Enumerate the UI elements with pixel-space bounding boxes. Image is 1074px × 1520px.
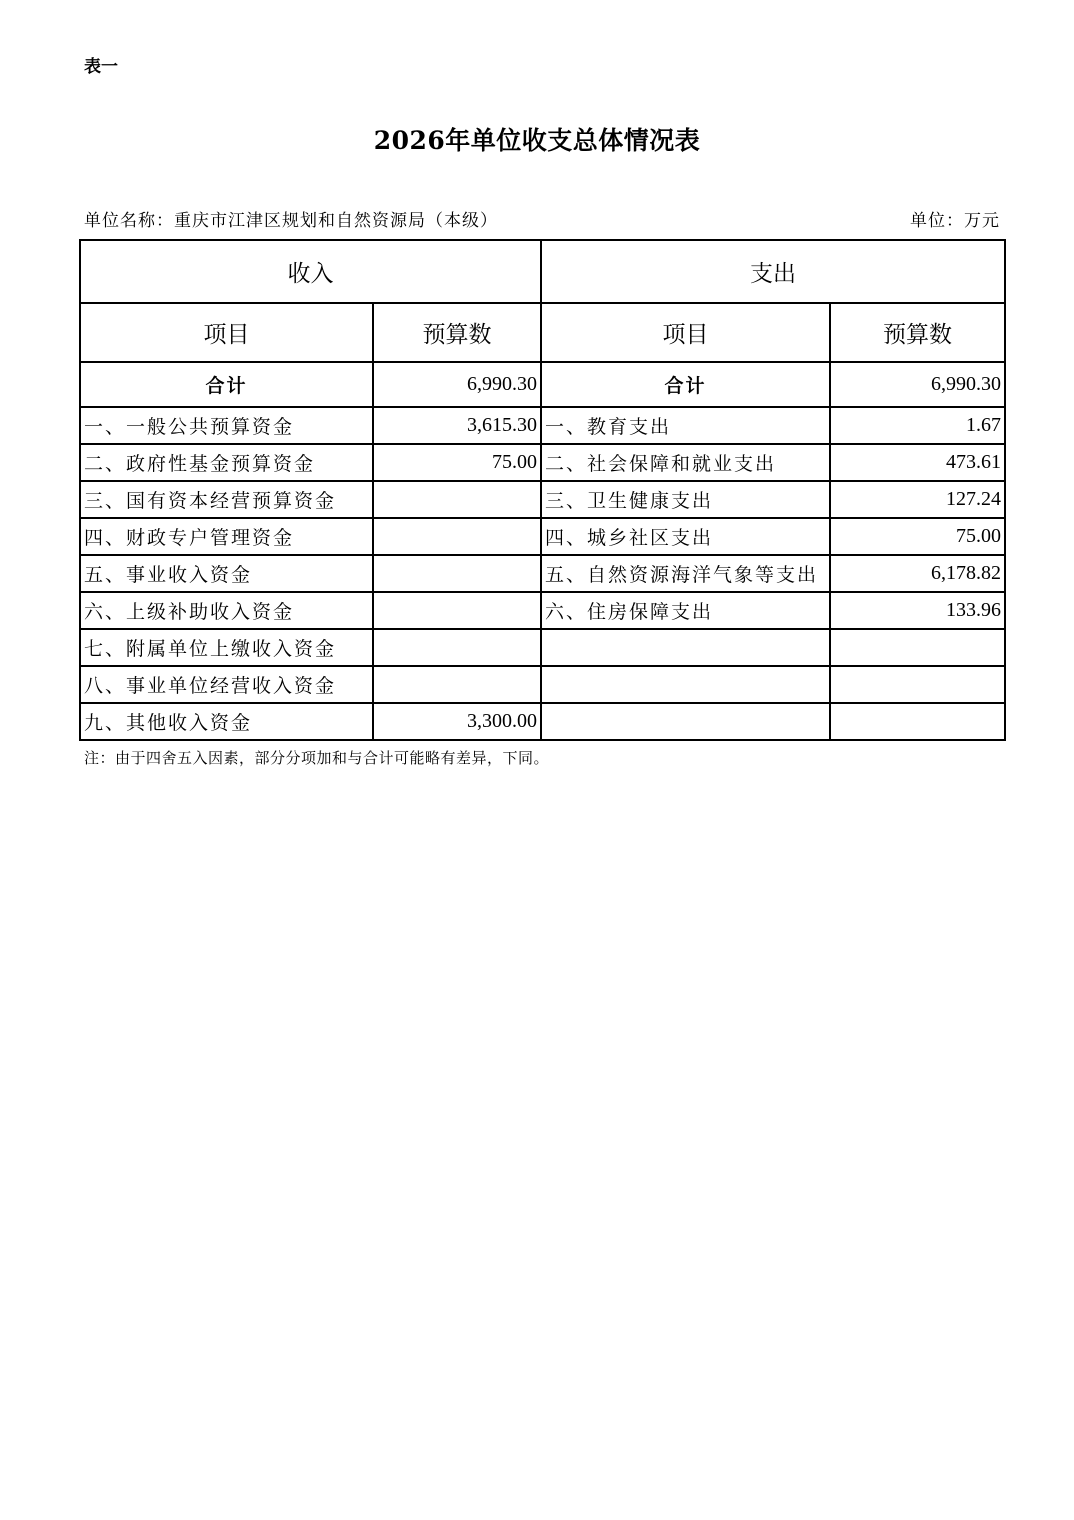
table-row	[80, 629, 1005, 666]
income-value: 3,615.30	[373, 407, 541, 444]
expense-value	[830, 703, 1005, 740]
income-budget-header: 预算数	[373, 303, 541, 362]
expense-value: 1.67	[830, 407, 1005, 444]
expense-total-value: 6,990.30	[830, 362, 1005, 407]
income-value	[373, 629, 541, 666]
budget-table	[79, 239, 1006, 741]
income-value	[373, 518, 541, 555]
table-row	[80, 518, 1005, 555]
income-item: 四、财政专户管理资金	[80, 518, 373, 555]
income-item-header: 项目	[80, 303, 373, 362]
expense-section-header: 支出	[541, 240, 1005, 303]
expense-item: 一、教育支出	[541, 407, 830, 444]
income-item: 二、政府性基金预算资金	[80, 444, 373, 481]
expense-item: 六、住房保障支出	[541, 592, 830, 629]
expense-item: 五、自然资源海洋气象等支出	[541, 555, 830, 592]
income-item: 八、事业单位经营收入资金	[80, 666, 373, 703]
unit-name: 单位名称：重庆市江津区规划和自然资源局（本级）	[84, 211, 498, 231]
expense-value: 6,178.82	[830, 555, 1005, 592]
unit-measure: 单位：万元	[910, 211, 1000, 231]
expense-value: 127.24	[830, 481, 1005, 518]
expense-item: 二、社会保障和就业支出	[541, 444, 830, 481]
table-row	[80, 555, 1005, 592]
income-item: 六、上级补助收入资金	[80, 592, 373, 629]
page-label: 表一	[84, 57, 118, 77]
income-item: 五、事业收入资金	[80, 555, 373, 592]
expense-item	[541, 629, 830, 666]
table-row	[80, 666, 1005, 703]
table-row	[80, 592, 1005, 629]
income-value	[373, 592, 541, 629]
expense-value: 75.00	[830, 518, 1005, 555]
table-row	[80, 444, 1005, 481]
column-header-row	[80, 303, 1005, 362]
income-item: 三、国有资本经营预算资金	[80, 481, 373, 518]
table-row	[80, 407, 1005, 444]
income-value	[373, 481, 541, 518]
expense-value: 473.61	[830, 444, 1005, 481]
expense-total-label: 合计	[541, 362, 830, 407]
expense-item	[541, 666, 830, 703]
income-item: 七、附属单位上缴收入资金	[80, 629, 373, 666]
income-value: 3,300.00	[373, 703, 541, 740]
table-row	[80, 703, 1005, 740]
section-header-row	[80, 240, 1005, 303]
income-value	[373, 555, 541, 592]
expense-item	[541, 703, 830, 740]
total-row	[80, 362, 1005, 407]
income-total-label: 合计	[80, 362, 373, 407]
table-row	[80, 481, 1005, 518]
expense-budget-header: 预算数	[830, 303, 1005, 362]
income-value: 75.00	[373, 444, 541, 481]
meta-row	[84, 206, 1000, 231]
expense-value: 133.96	[830, 592, 1005, 629]
income-item: 一、一般公共预算资金	[80, 407, 373, 444]
expense-item: 四、城乡社区支出	[541, 518, 830, 555]
income-total-value: 6,990.30	[373, 362, 541, 407]
income-item: 九、其他收入资金	[80, 703, 373, 740]
footnote: 注：由于四舍五入因素，部分分项加和与合计可能略有差异，下同。	[84, 749, 550, 767]
income-section-header: 收入	[80, 240, 541, 303]
page-title: 2026年单位收支总体情况表	[373, 126, 701, 155]
expense-item-header: 项目	[541, 303, 830, 362]
income-value	[373, 666, 541, 703]
expense-value	[830, 666, 1005, 703]
expense-item: 三、卫生健康支出	[541, 481, 830, 518]
expense-value	[830, 629, 1005, 666]
